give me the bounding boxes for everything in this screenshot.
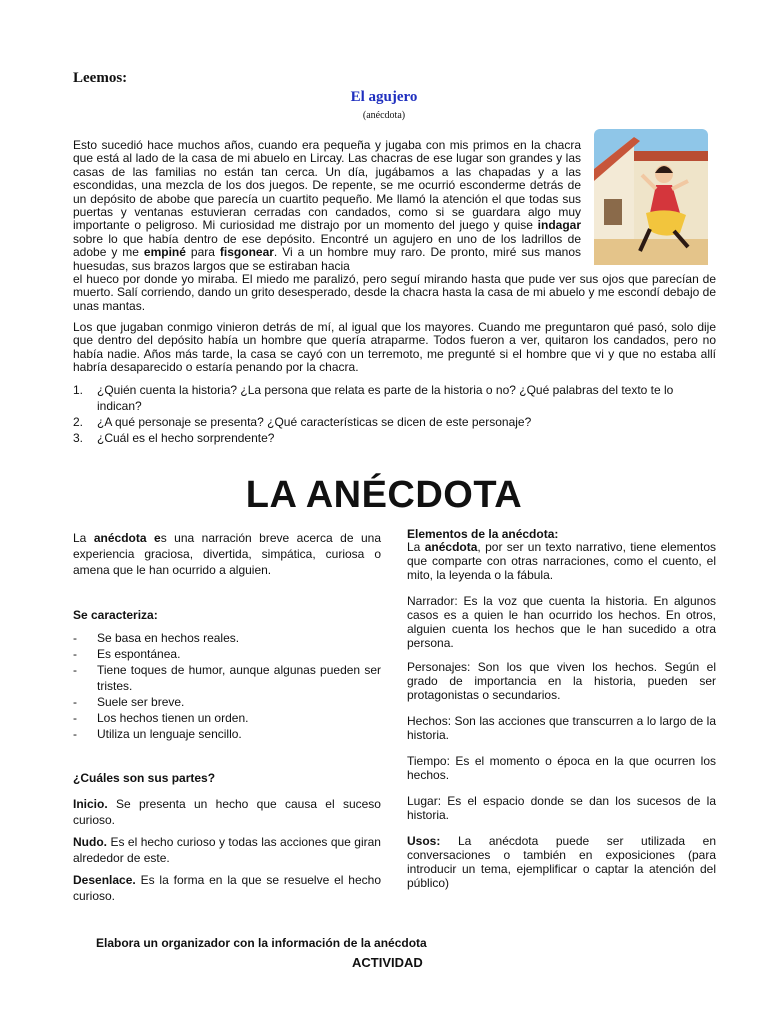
parts-heading: ¿Cuáles son sus partes? bbox=[73, 771, 216, 785]
activity-label: ACTIVIDAD bbox=[352, 955, 423, 970]
list-item bbox=[73, 430, 716, 446]
keyword-fisgonear: fisgonear bbox=[219, 245, 274, 260]
part-nudo bbox=[73, 834, 381, 866]
part-term: Inicio. bbox=[73, 797, 108, 811]
section-heading: Leemos: bbox=[73, 70, 128, 86]
element-narrador: Narrador: Es la voz que cuenta la historia. En algunos casos es a quien le han ocurrido los hechos. En otros, alguien cuenta los hechos que le han sucedido a otra persona. bbox=[407, 594, 716, 650]
main-title: LA ANÉCDOTA bbox=[245, 474, 523, 516]
definition bbox=[73, 530, 381, 578]
part-text: Es la forma en la que se resuelve el hecho curioso. bbox=[73, 873, 381, 903]
list-item: - Es espontánea. bbox=[73, 646, 381, 662]
intro-text: , por ser un texto narrativo, tiene elementos que comparte con otras narraciones, como el cuento, el mito, la leyenda o la fábula. bbox=[407, 540, 716, 582]
story-paragraph-2: Los que jugaban conmigo vinieron detrás de mí, al igual que los mayores. Cuando me preguntaron qué pasó, solo dije que dentro del depósito había un hombre que quería atraparme. Todos fueron a ver, quitaron los candados, pero no había nadie. Años más tarde, la casa se cayó con un terremoto, me pregunté si el hombre que vi y que no estaba allí habría desaparecido o estaría penando por la chacra. bbox=[73, 320, 716, 375]
story-subtitle: (anécdota) bbox=[362, 110, 406, 121]
para1-text: Esto sucedió hace muchos años, cuando era pequeña y jugaba con mis primos en la chacra que está al lado de la casa de mi abuelo en Lircay. Las chacras de ese lugar son grandes y las casas de las familias no están tan cerca. Un día, jugábamos a las chapadas y a las escondidas, una mezcla de los dos juegos. De repente, se me ocurrió esconderme detrás de un depósito de abobe que parecía un cuartito pequeño. Me llamó la atención el que todas sus puertas y ventanas estuvieran cerradas con candados, como si se guardara algo muy importante o peligroso. Mi curiosidad me distrajo por un momento del juego y quise bbox=[73, 138, 581, 233]
element-hechos: Hechos: Son las acciones que transcurren a lo largo de la historia. bbox=[407, 714, 716, 742]
element-personajes: Personajes: Son los que viven los hechos. Según el grado de importancia en la historia, pueden ser protagonistas o secundarios. bbox=[407, 660, 716, 702]
para1-mid2: para bbox=[190, 245, 215, 260]
part-desenlace bbox=[73, 872, 381, 904]
characteristics-list bbox=[73, 630, 381, 742]
story-title: El agujero bbox=[350, 89, 418, 105]
part-text: Es el hecho curioso y todas las acciones que giran alrededor de este. bbox=[73, 835, 381, 865]
definition-text: s una narración breve acerca de una experiencia graciosa, divertida, simpática, curiosa o amena que le han ocurrido a alguien. bbox=[73, 531, 381, 577]
characteristics-heading: Se caracteriza: bbox=[73, 608, 158, 622]
definition-article: La bbox=[73, 531, 87, 545]
intro-term: anécdota bbox=[424, 540, 478, 554]
keyword-empine: empiné bbox=[143, 245, 186, 260]
part-term: Desenlace. bbox=[73, 873, 136, 887]
question-number: 3. bbox=[73, 431, 84, 445]
activity-instruction: Elabora un organizador con la información de la anécdota bbox=[96, 936, 427, 950]
question-number: 1. bbox=[73, 383, 84, 397]
list-item: - Tiene toques de humor, aunque algunas pueden ser tristes. bbox=[73, 662, 381, 694]
question-text: ¿Quién cuenta la historia? ¿La persona que relata es parte de la historia o no? ¿Qué palabras del texto te lo indican? bbox=[97, 383, 674, 413]
question-text: ¿Cuál es el hecho sorprendente? bbox=[97, 431, 275, 445]
para1-mid1: sobre lo que había dentro de ese depósito. Encontré un agujero en uno de los ladrillos de adobe y me bbox=[73, 231, 581, 260]
definition-term: anécdota e bbox=[93, 531, 161, 545]
story-illustration bbox=[594, 129, 708, 265]
story-paragraph-1-continued: el hueco por donde yo miraba. El miedo me paralizó, pero seguí mirando hasta que pude ver sus ojos que parecían de muerto. Salí corriendo, dando un grito desesperado, desde la chacra hasta la casa de mi abuelo y me escondí debajo de unas mantas. bbox=[73, 272, 716, 313]
usos-term: Usos: bbox=[407, 834, 441, 848]
part-inicio bbox=[73, 796, 381, 828]
list-item bbox=[73, 382, 716, 414]
story-paragraph-1 bbox=[73, 139, 581, 273]
element-lugar: Lugar: Es el espacio donde se dan los sucesos de la historia. bbox=[407, 794, 716, 822]
keyword-indagar: indagar bbox=[537, 218, 581, 233]
list-item: - Los hechos tienen un orden. bbox=[73, 710, 381, 726]
part-text: Se presenta un hecho que causa el suceso curioso. bbox=[73, 797, 381, 827]
element-usos bbox=[407, 834, 716, 890]
part-term: Nudo. bbox=[73, 835, 107, 849]
question-text: ¿A qué personaje se presenta? ¿Qué características se dicen de este personaje? bbox=[97, 415, 532, 429]
intro-article: La bbox=[407, 540, 421, 554]
para1-end: . Vi a un hombre muy raro. De pronto, miré sus manos huesudas, sus brazos largos que se estiraban hacia bbox=[73, 245, 581, 273]
element-tiempo: Tiempo: Es el momento o época en la que ocurren los hechos. bbox=[407, 754, 716, 782]
list-item bbox=[73, 414, 716, 430]
elements-heading: Elementos de la anécdota: bbox=[407, 527, 559, 541]
list-item: - Utiliza un lenguaje sencillo. bbox=[73, 726, 381, 742]
usos-text: La anécdota puede ser utilizada en conversaciones o también en exposiciones (para introducir un tema, ejemplificar o captar la atención del público) bbox=[407, 834, 716, 890]
list-item: - Suele ser breve. bbox=[73, 694, 381, 710]
question-number: 2. bbox=[73, 415, 84, 429]
elements-intro bbox=[407, 540, 716, 582]
question-list bbox=[73, 382, 716, 446]
list-item: - Se basa en hechos reales. bbox=[73, 630, 381, 646]
